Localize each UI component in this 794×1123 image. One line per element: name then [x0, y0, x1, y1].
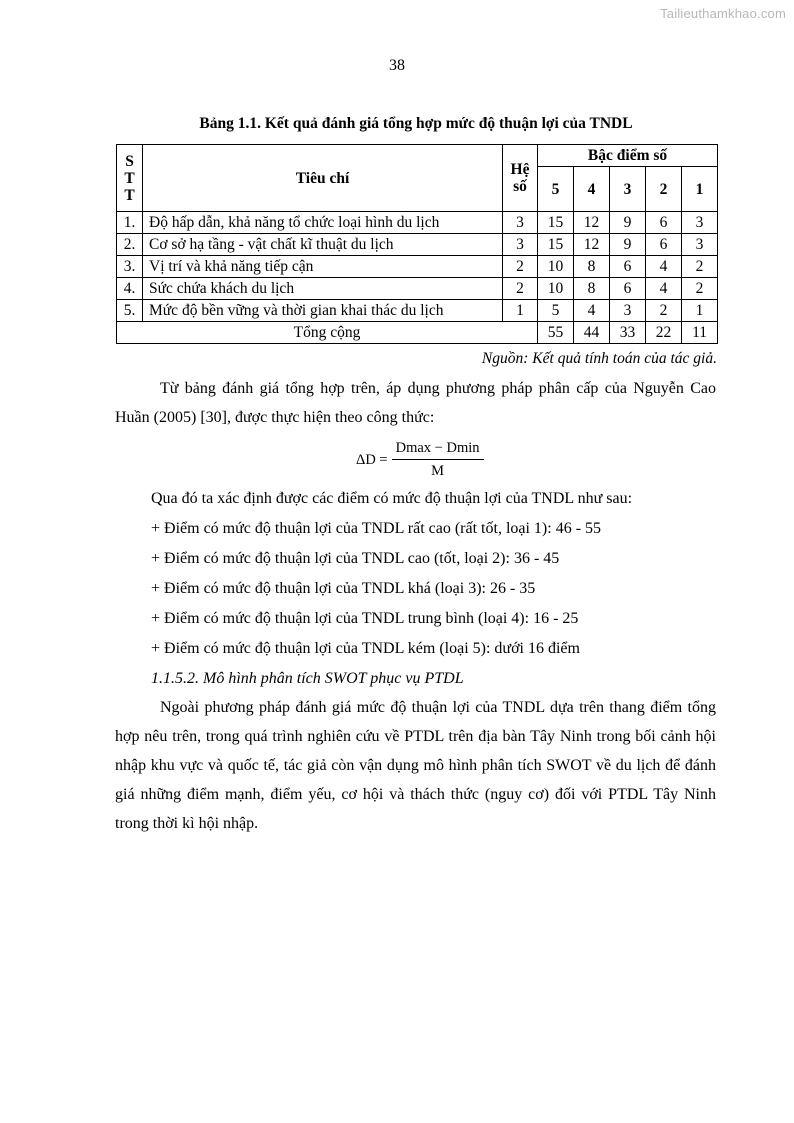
total-score-4: 44	[574, 322, 610, 344]
row-score-2: 6	[646, 212, 682, 234]
header-row-1	[117, 145, 718, 167]
table-row	[117, 300, 718, 322]
table-row	[117, 278, 718, 300]
row-criteria: Vị trí và khả năng tiếp cận	[143, 256, 503, 278]
row-score-2: 6	[646, 234, 682, 256]
total-row	[117, 322, 718, 344]
row-score-4: 8	[574, 256, 610, 278]
row-score-4: 8	[574, 278, 610, 300]
row-coefficient: 1	[503, 300, 538, 322]
row-score-5: 10	[538, 278, 574, 300]
row-score-1: 3	[682, 212, 718, 234]
row-stt: 3.	[117, 256, 143, 278]
formula	[356, 440, 484, 480]
closing-paragraph: Ngoài phương pháp đánh giá mức độ thuận lợi của TNDL dựa trên thang điểm tổng hợp nêu trên, trong quá trình nghiên cứu về PTDL trên địa bàn Tây Ninh trong bối cảnh hội nhập khu vực và quốc tế, tác giả còn vận dụng mô hình phân tích SWOT về du lịch để đánh giá những điểm mạnh, điểm yếu, cơ hội và thách thức (nguy cơ) đối với PTDL Tây Ninh trong thời kì hội nhập.	[115, 699, 716, 832]
total-score-1: 11	[682, 322, 718, 344]
lead-sentence: Qua đó ta xác định được các điểm có mức độ thuận lợi của TNDL như sau:	[151, 490, 633, 507]
formula-fraction	[392, 440, 484, 480]
table-source: Nguồn: Kết quả tính toán của tác giả.	[481, 350, 717, 367]
row-score-4: 4	[574, 300, 610, 322]
row-score-1: 1	[682, 300, 718, 322]
score-header-2: 2	[646, 167, 682, 212]
page-number: 38	[389, 57, 405, 74]
level-item: + Điểm có mức độ thuận lợi của TNDL kém (loại 5): dưới 16 điểm	[151, 640, 580, 657]
score-header-1: 1	[682, 167, 718, 212]
stt-header: S T T	[117, 145, 143, 212]
watermark: Tailieuthamkhao.com	[660, 6, 786, 21]
row-stt: 2.	[117, 234, 143, 256]
row-coefficient: 3	[503, 234, 538, 256]
row-criteria: Sức chứa khách du lịch	[143, 278, 503, 300]
table-row	[117, 212, 718, 234]
level-item: + Điểm có mức độ thuận lợi của TNDL khá (loại 3): 26 - 35	[151, 580, 536, 597]
row-score-1: 3	[682, 234, 718, 256]
row-criteria: Độ hấp dẫn, khả năng tổ chức loại hình du lịch	[143, 212, 503, 234]
score-group-header: Bậc điểm số	[538, 145, 718, 167]
row-score-4: 12	[574, 234, 610, 256]
total-score-5: 55	[538, 322, 574, 344]
row-stt: 1.	[117, 212, 143, 234]
row-criteria: Mức độ bền vững và thời gian khai thác du lịch	[143, 300, 503, 322]
row-score-5: 10	[538, 256, 574, 278]
row-stt: 4.	[117, 278, 143, 300]
row-stt: 5.	[117, 300, 143, 322]
coefficient-header: Hệ số	[503, 145, 538, 212]
formula-numerator: Dmax − Dmin	[392, 440, 484, 460]
score-header-4: 4	[574, 167, 610, 212]
formula-denominator: M	[431, 463, 445, 479]
row-score-1: 2	[682, 278, 718, 300]
total-score-3: 33	[610, 322, 646, 344]
section-heading: 1.1.5.2. Mô hình phân tích SWOT phục vụ PTDL	[151, 670, 464, 687]
intro-paragraph: Từ bảng đánh giá tổng hợp trên, áp dụng phương pháp phân cấp của Nguyễn Cao Huần (2005) [30], được thực hiện theo công thức:	[115, 380, 716, 426]
row-score-1: 2	[682, 256, 718, 278]
row-coefficient: 3	[503, 212, 538, 234]
row-coefficient: 2	[503, 256, 538, 278]
table-row	[117, 256, 718, 278]
total-label: Tổng cộng	[117, 322, 538, 344]
score-header-3: 3	[610, 167, 646, 212]
row-score-3: 9	[610, 234, 646, 256]
formula-lhs: ΔD =	[356, 451, 388, 468]
table-title: Bảng 1.1. Kết quả đánh giá tổng hợp mức độ thuận lợi của TNDL	[199, 115, 633, 132]
table-row	[117, 234, 718, 256]
level-item: + Điểm có mức độ thuận lợi của TNDL trung bình (loại 4): 16 - 25	[151, 610, 579, 627]
row-score-5: 15	[538, 212, 574, 234]
level-item: + Điểm có mức độ thuận lợi của TNDL rất cao (rất tốt, loại 1): 46 - 55	[151, 520, 602, 537]
score-header-5: 5	[538, 167, 574, 212]
row-score-5: 15	[538, 234, 574, 256]
row-score-2: 2	[646, 300, 682, 322]
criteria-header: Tiêu chí	[143, 145, 503, 212]
row-score-3: 6	[610, 278, 646, 300]
row-score-3: 3	[610, 300, 646, 322]
row-score-2: 4	[646, 278, 682, 300]
row-score-4: 12	[574, 212, 610, 234]
total-score-2: 22	[646, 322, 682, 344]
level-item: + Điểm có mức độ thuận lợi của TNDL cao (tốt, loại 2): 36 - 45	[151, 550, 560, 567]
row-coefficient: 2	[503, 278, 538, 300]
row-score-2: 4	[646, 256, 682, 278]
evaluation-table	[116, 144, 718, 344]
row-criteria: Cơ sở hạ tầng - vật chất kĩ thuật du lịch	[143, 234, 503, 256]
row-score-3: 9	[610, 212, 646, 234]
row-score-5: 5	[538, 300, 574, 322]
row-score-3: 6	[610, 256, 646, 278]
